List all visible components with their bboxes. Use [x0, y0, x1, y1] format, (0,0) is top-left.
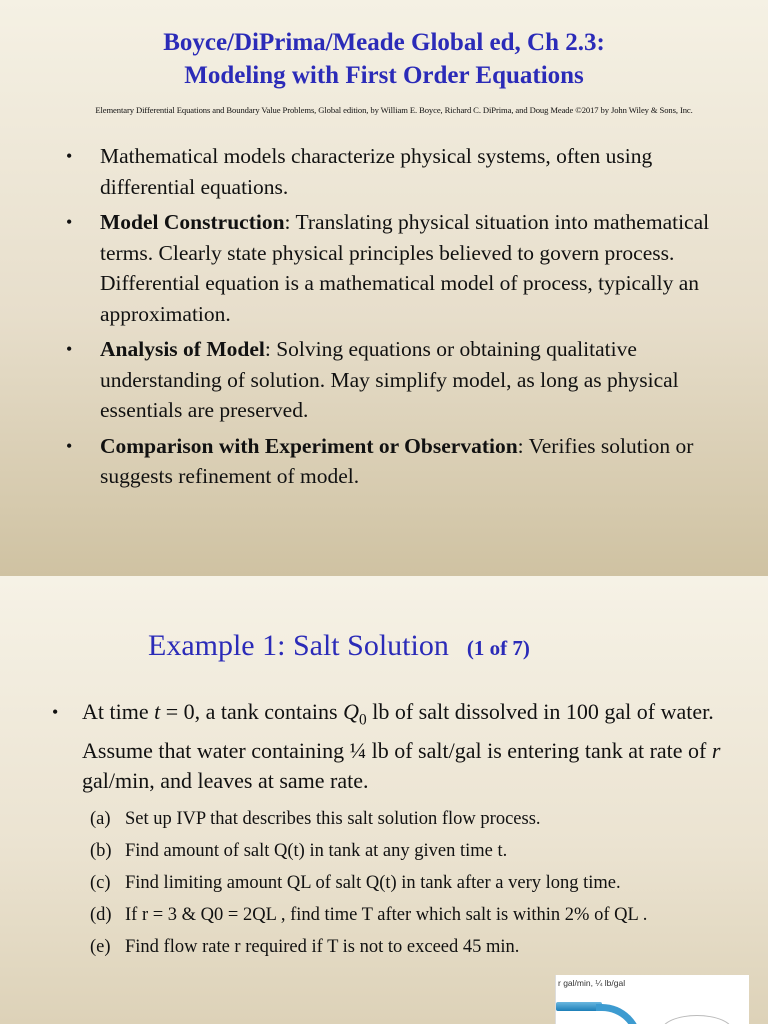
bullet-heading: Comparison with Experiment or Observation: [100, 433, 518, 458]
title-line-1: Boyce/DiPrima/Meade Global ed, Ch 2.3:: [163, 29, 605, 56]
list-item: (d) If r = 3 & Q0 = 2QL , find time T after which salt is within 2% of QL .: [90, 904, 648, 925]
list-item: (b) Find amount of salt Q(t) in tank at any given time t.: [90, 840, 508, 861]
tank-figure: [555, 975, 749, 1024]
bullet-list: [66, 141, 728, 497]
slide-2: [0, 576, 768, 1024]
title-line-2: Modeling with First Order Equations: [184, 62, 584, 89]
bullet-item: • Mathematical models characterize physical systems, often using differential equations.: [66, 144, 653, 199]
part-indicator: (1 of 7): [466, 636, 530, 660]
question-list: [48, 803, 740, 963]
bullet-item: • Comparison with Experiment or Observation: Verifies solution or suggests refinement of model.: [66, 433, 694, 488]
bullet-heading: Model Construction: [100, 210, 285, 234]
water-stream-icon: [596, 1004, 642, 1024]
book-credit: Elementary Differential Equations and Boundary Value Problems, Global edition, by William E. Boyce, Richard C. DiPrima, and Doug Meade ©2017 by John Wiley & Sons, Inc.: [95, 105, 693, 115]
example-title: Example 1: Salt Solution (1 of 7): [148, 629, 530, 662]
slide-title: [0, 26, 768, 92]
figure-label: r gal/min, ¼ lb/gal: [558, 978, 626, 988]
bullet-heading: Analysis of Model: [100, 337, 265, 361]
list-item: (c) Find limiting amount QL of salt Q(t) in tank after a very long time.: [90, 872, 621, 893]
tank-icon: [661, 1015, 733, 1024]
example-body: • At time t = 0, a tank contains $Q_0$ lb of salt dissolved in 100 gal of water. Assume that water containing ¼ lb of salt/gal is entering tank at rate of r gal/min, and leaves at same rate. (a) Set up IVP that describes this salt solution flow process. (b) Find amount of salt Q(t) in tank at any given time t. (c) Find limiting amount QL of salt Q(t) in tank after a very long time. (d) If r = 3 & Q0 = 2QL , find time T after which salt is within 2% of QL . (e) Find flow rate r required if T is not to exceed 45 min.: [48, 697, 740, 963]
problem-statement: At time t = 0, a tank contains $Q_0$ lb of salt dissolved in 100 gal of water. Assume that water containing ¼ lb of salt/gal is entering tank at rate of r gal/min, and leaves at same rate.: [82, 699, 721, 794]
list-item: (a) Set up IVP that describes this salt solution flow process.: [90, 808, 541, 829]
list-item: (e) Find flow rate r required if T is not to exceed 45 min.: [90, 936, 520, 957]
bullet-item: • Model Construction: Translating physical situation into mathematical terms. Clearly state physical principles believed to govern process. Differential equation is a mathematical model of process, typically an approximation.: [66, 210, 710, 326]
bullet-item: • Analysis of Model: Solving equations or obtaining qualitative understanding of solution. May simplify model, as long as physical essentials are preserved.: [66, 337, 679, 422]
